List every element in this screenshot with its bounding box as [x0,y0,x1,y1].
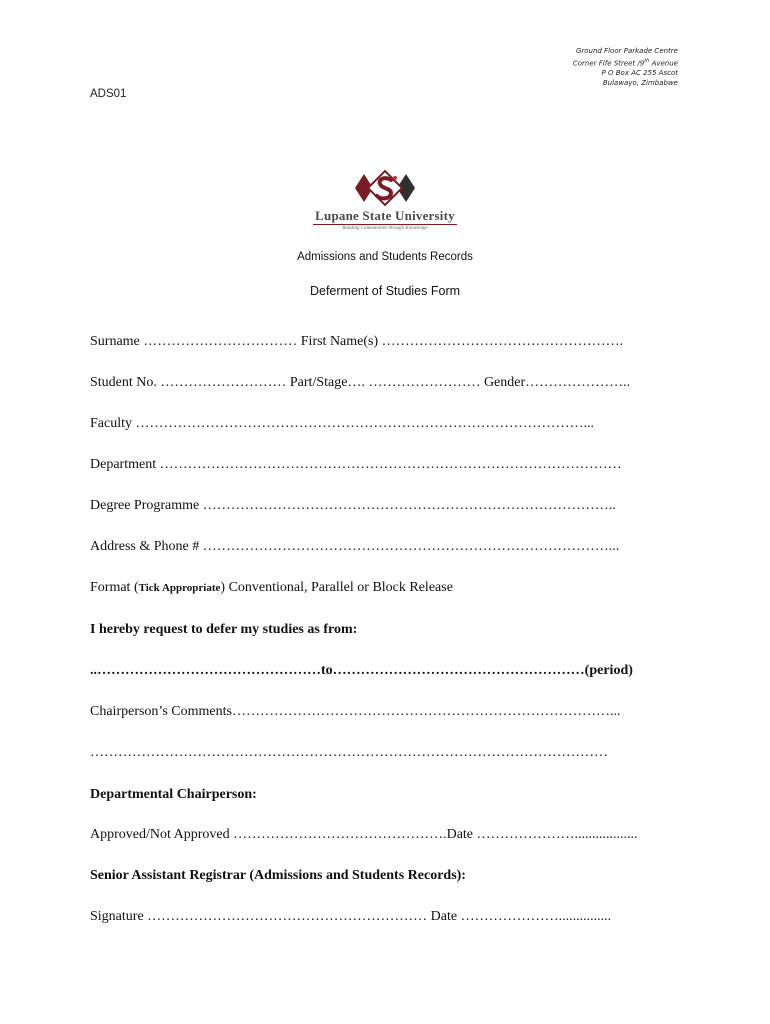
format-row [90,580,680,598]
address-line-2: Corner Fife Street /9th Avenue [572,58,678,68]
degree-row [90,498,680,516]
format-tick-note: Tick Appropriate [138,582,221,594]
logo-divider [313,224,457,225]
period-to-label: to [321,663,333,678]
student-details-row [90,375,680,393]
faculty-label: Faculty [90,416,132,431]
department-row [90,457,680,475]
approved-date-field[interactable]: ………………….................. [476,827,638,842]
approved-date-label: Date [446,827,474,842]
format-label: Format ( [90,580,139,595]
student-no-field[interactable]: ……………………… [160,375,287,390]
approved-label: Approved/Not Approved [90,827,230,842]
comments-row [90,704,680,722]
request-statement: I hereby request to defer my studies as from: [90,622,358,637]
firstname-label: First Name(s) [300,334,379,349]
chairperson-heading: Departmental Chairperson: [90,787,257,802]
surname-label: Surname [90,334,140,349]
address-row [90,539,680,557]
approval-row [90,827,680,845]
form-title: Deferment of Studies Form [309,284,461,298]
department-label: Department [90,457,157,472]
degree-label: Degree Programme [90,498,200,513]
document-id: ADS01 [90,88,127,100]
gender-label: Gender [483,375,526,390]
signature-row [90,909,680,927]
university-logo [0,170,770,211]
signature-date-field[interactable]: …………………............... [460,909,612,924]
surname-field[interactable]: …………………………… [143,334,298,349]
address-label: Address & Phone # [90,539,200,554]
comments-label: Chairperson’s Comments [90,704,232,719]
student-no-label: Student No. [90,375,157,390]
signature-date-label: Date [430,909,458,924]
department-field[interactable]: ……………………………………………………………………………………… [159,457,622,472]
address-line-3: P O Box AC 255 Ascot [601,69,678,78]
comments-field[interactable]: ………………………………………………………………………... [231,704,621,719]
university-tagline: Building Communities through Knowledge [342,226,428,231]
department-heading: Admissions and Students Records [297,251,473,263]
period-from-field[interactable]: ..………………………………………… [90,663,321,678]
address-block [573,46,678,88]
university-name: Lupane State University [315,208,455,223]
comments-field-2[interactable]: ………………………………………………………………………………………………… [90,745,608,760]
comments-row-2 [90,745,680,763]
part-stage-field[interactable]: …………………… [368,375,481,390]
period-to-field[interactable]: ……………………………………………… [332,663,585,678]
period-row [90,663,680,681]
faculty-field[interactable]: ……………………………………………………………………………………... [135,416,594,431]
registrar-heading: Senior Assistant Registrar (Admissions and Students Records): [90,868,466,883]
approved-field[interactable]: ………………………………………. [233,827,447,842]
signature-label: Signature [90,909,144,924]
surname-row [90,334,680,352]
faculty-row [90,416,680,434]
firstname-field[interactable]: ……………………………………………. [381,334,624,349]
address-line-1: Ground Floor Parkade Centre [575,47,678,55]
logo-emblem-icon [350,170,420,206]
period-label: (period) [584,663,633,678]
degree-field[interactable]: …………………………………………………………………………….. [202,498,616,513]
part-stage-label: Part/Stage…. [289,375,365,390]
format-options[interactable]: ) Conventional, Parallel or Block Release [220,580,453,595]
signature-field[interactable]: …………………………………………………… [147,909,428,924]
address-line-4: Bulawayo, Zimbabwe [602,79,678,88]
gender-field[interactable]: ………………….. [525,375,631,390]
address-field[interactable]: ……………………………………………………………………………... [202,539,620,554]
